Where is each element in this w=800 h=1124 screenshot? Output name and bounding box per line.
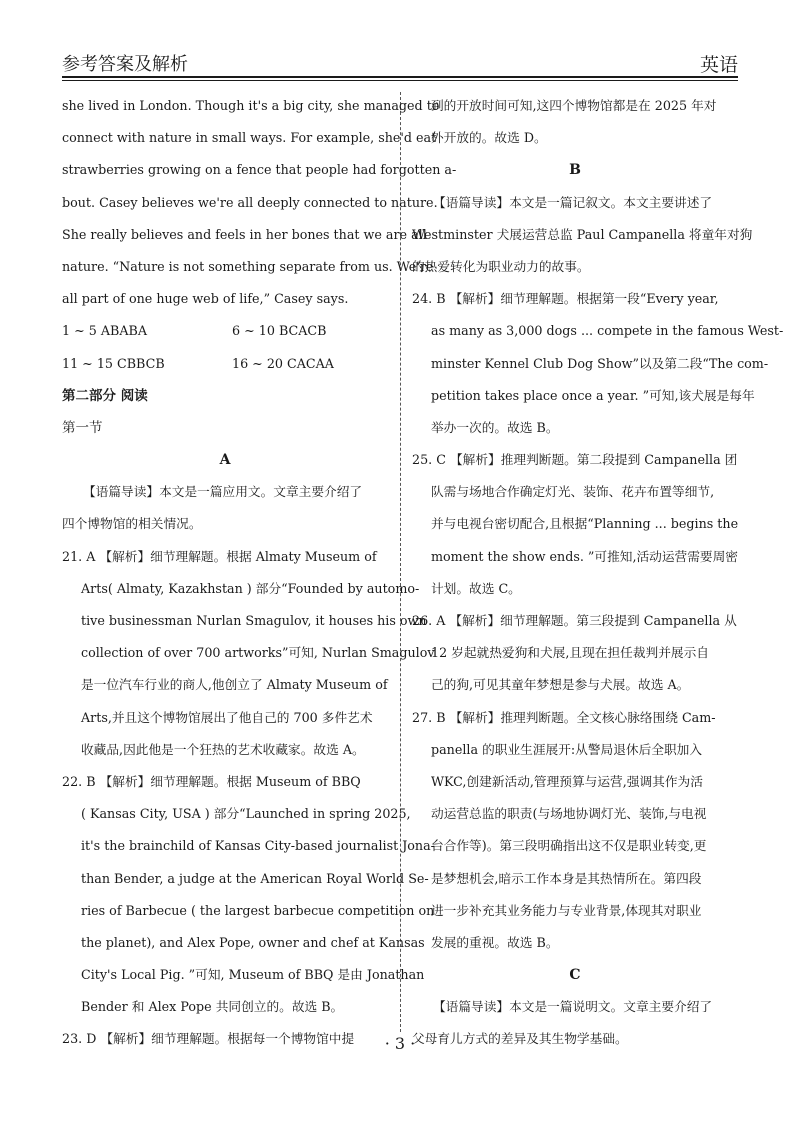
text-line: 【语篇导读】本文是一篇应用文。文章主要介绍了 (83, 484, 363, 500)
text-line: 己的狗,可见其童年梦想是参与犬展。故选 A。 (431, 677, 690, 693)
section-title: 第一节 (62, 419, 103, 436)
text-line: 计划。故选 C。 (431, 580, 521, 596)
text-line: 【语篇导读】本文是一篇记叙文。本文主要讲述了 (433, 194, 713, 210)
text-line: 动运营总监的职责(与场地协调灯光、装饰,与电视 (431, 806, 707, 822)
explanation-q26 (412, 605, 738, 702)
text-line: 台合作等)。第三段明确指出这不仅是职业转变,更 (431, 838, 707, 854)
text-line: than Bender, a judge at the American Royal World Se- (81, 870, 429, 886)
text-line: 是一位汽车行业的商人,他创立了 Almaty Museum of (81, 677, 388, 693)
answer-group: 16 ~ 20 CACAA (232, 355, 334, 371)
text-line: 24. B 【解析】细节理解题。根据第一段“Every year, (412, 291, 719, 307)
left-column (62, 90, 457, 1056)
text-line: 到的开放时间可知,这四个博物馆都是在 2025 年对 (431, 98, 717, 113)
explanation-q23-cont (412, 90, 738, 154)
answer-row (62, 348, 388, 380)
text-line: the planet), and Alex Pope, owner and chef at Kansas (81, 934, 425, 950)
text-line: 进一步补充其业务能力与专业背景,体现其对职业 (431, 902, 702, 918)
text-line: 队需与场地合作确定灯光、装饰、花卉布置等细节, (431, 484, 715, 500)
text-line: City's Local Pig. ”可知, Museum of BBQ 是由 Jonathan (81, 967, 425, 983)
explanation-q22 (62, 766, 435, 1024)
text-line: 21. A 【解析】细节理解题。根据 Almaty Museum of (62, 548, 377, 564)
text-line: 27. B 【解析】推理判断题。全文核心脉络围绕 Cam- (412, 709, 716, 725)
text-line: 26. A 【解析】细节理解题。第三段提到 Campanella 从 (412, 613, 737, 628)
explanation-q21 (62, 541, 435, 766)
text-line: 25. C 【解析】推理判断题。第二段提到 Campanella 团 (412, 452, 738, 468)
text-line: 并与电视台密切配合,且根据“Planning ... begins the (431, 516, 739, 532)
explanation-q25 (412, 444, 738, 605)
passage-letter-b: B (569, 162, 581, 179)
text-line: She really believes and feels in her bones that we are all (62, 226, 427, 242)
text-line: 22. B 【解析】细节理解题。根据 Museum of BBQ (62, 773, 361, 789)
text-line: 【语篇导读】本文是一篇说明文。文章主要介绍了 (433, 999, 713, 1015)
answer-group: 6 ~ 10 BCACB (232, 323, 327, 339)
text-line: bout. Casey believes we're all deeply connected to nature. (62, 194, 438, 210)
text-line: petition takes place once a year. ”可知,该犬展是每年 (431, 387, 755, 403)
text-line: tive businessman Nurlan Smagulov, it houses his own (81, 613, 427, 628)
text-line: panella 的职业生涯展开:从警局退休后全职加入 (431, 741, 703, 757)
text-line: all part of one huge web of life,” Casey says. (62, 291, 349, 307)
text-line: ries of Barbecue ( the largest barbecue competition on (81, 902, 435, 918)
text-line: 父母育儿方式的差异及其生物学基础。 (412, 1031, 628, 1047)
text-line: 发展的重视。故选 B。 (431, 934, 559, 950)
answer-group: 11 ~ 15 CBBCB (62, 355, 165, 371)
text-line: connect with nature in small ways. For example, she'd eat (62, 130, 437, 146)
text-line: moment the show ends. ”可推知,活动运营需要周密 (431, 548, 738, 564)
answer-row (62, 315, 388, 347)
text-line: 的热爱转化为职业动力的故事。 (412, 258, 590, 274)
text-line: Bender 和 Alex Pope 共同创立的。故选 B。 (81, 999, 344, 1015)
header-rule-thin (62, 80, 738, 81)
explanation-q23-start: 23. D 【解析】细节理解题。根据每一个博物馆中提 (62, 1031, 355, 1047)
right-column (412, 90, 784, 1056)
text-line: 外开放的。故选 D。 (431, 130, 547, 146)
text-line: WKC,创建新活动,管理预算与运营,强调其作为活 (431, 773, 703, 789)
passage-letter-c: C (569, 967, 581, 984)
page-header (62, 46, 738, 82)
reading-guide-b (412, 187, 753, 284)
text-line: collection of over 700 artworks”可知, Nurlan Smagulov (81, 645, 435, 661)
text-line: 是梦想机会,暗示工作本身是其热情所在。第四段 (431, 870, 702, 886)
text-line: 四个博物馆的相关情况。 (62, 516, 202, 532)
text-line: it's the brainchild of Kansas City-based journalist Jona- (81, 838, 435, 854)
text-line: strawberries growing on a fence that people had forgotten a- (62, 162, 457, 178)
text-line: she lived in London. Though it's a big city, she managed to (62, 98, 440, 113)
explanation-q27 (412, 702, 738, 960)
text-line: 举办一次的。故选 B。 (431, 419, 559, 435)
explanation-q24 (412, 283, 784, 444)
answer-group: 1 ~ 5 ABABA (62, 323, 148, 339)
text-line: Westminster 犬展运营总监 Paul Campanella 将童年对狗 (412, 226, 753, 242)
reading-guide-a (62, 476, 388, 540)
passage-letter-a: A (219, 452, 231, 469)
page-number: · 3 · (384, 1034, 416, 1053)
text-line: nature. “Nature is not something separate from us. We're (62, 258, 434, 274)
header-title: 参考答案及解析 (62, 54, 188, 75)
passage-continuation (62, 90, 457, 315)
header-rule (62, 76, 738, 78)
text-line: 12 岁起就热爱狗和犬展,且现在担任裁判并展示自 (431, 645, 709, 661)
text-line: as many as 3,000 dogs ... compete in the famous West- (431, 323, 784, 339)
answer-key (62, 315, 388, 379)
text-line: minster Kennel Club Dog Show”以及第二段“The com- (431, 355, 769, 371)
text-line: ( Kansas City, USA ) 部分“Launched in spring 2025, (81, 806, 411, 822)
text-line: Arts,并且这个博物馆展出了他自己的 700 多件艺术 (81, 709, 373, 725)
text-line: Arts( Almaty, Kazakhstan ) 部分“Founded by automo- (81, 580, 420, 596)
part-title: 第二部分 阅读 (62, 387, 148, 404)
text-line: 收藏品,因此他是一个狂热的艺术收藏家。故选 A。 (81, 741, 365, 757)
header-subject: 英语 (699, 54, 738, 76)
